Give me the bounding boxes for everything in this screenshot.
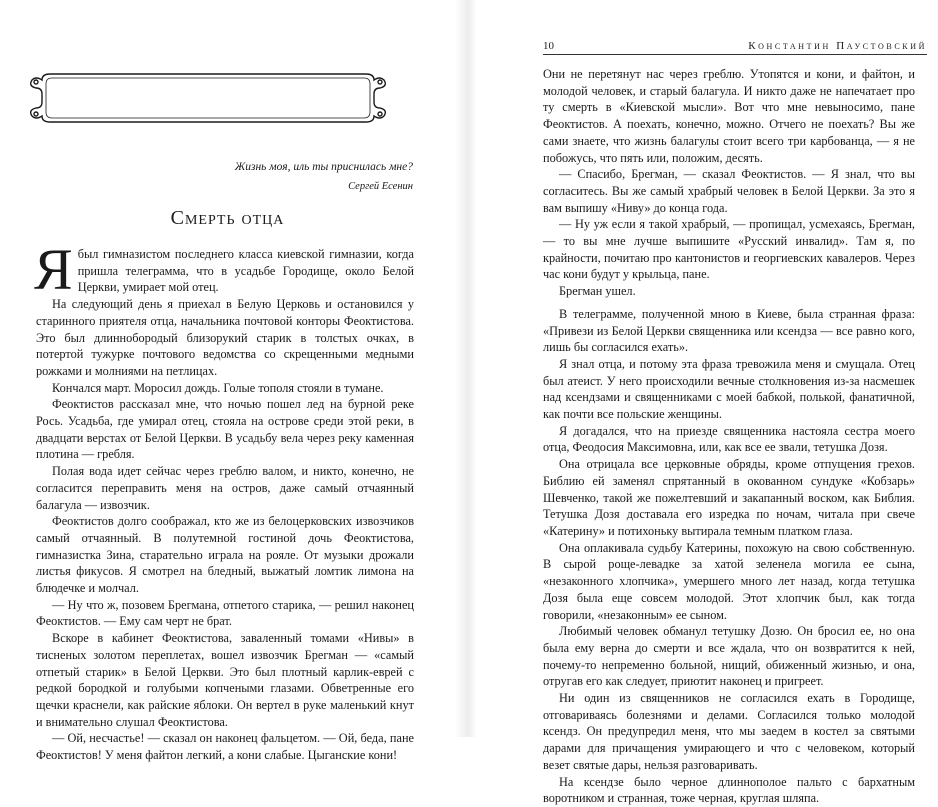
epigraph-author: Сергей Есенин (348, 181, 413, 192)
paragraph: Она отрицала все церковные обряды, кроме отпущения грехов. Библию ей заменял спрятанный в окованном сундуке «Кобзарь» Шевченко, такой же пожелтевший и закапанный воском, как Библия. Тетушка Дозя доставала его изредка по ночам, читала при свече «Катерину» и потихоньку вытирала темным платком глаза. (543, 457, 915, 538)
paragraph: Брегман ушел. (559, 284, 636, 299)
right-body-text (543, 66, 915, 807)
left-body-text (34, 237, 414, 764)
drop-cap: Я (34, 237, 73, 302)
paragraph: Феоктистов рассказал мне, что ночью пошел лед на бурной реке Рось. Усадьба, где умирал отец, стояла на острове среди этой реки, в двадцати верстах от Белой Церкви. В усадьбу вела через реку каменная плотина — гребля. (36, 397, 414, 462)
paragraph: Они не перетянут нас через греблю. Утопятся и кони, и файтон, и молодой человек, и старый балагула. И никто даже не напечатает про ту смерть в «Киевской мысли». Вот что мне невыносимо, пане Феоктистов. А поехать, конечно, можно. Отчего не поехать? Вы же сами знаете, что жизнь балагулы стоит всего три карбованца, — я не побожусь, что пять или, положим, десять. (543, 67, 915, 165)
page-number: 10 (543, 40, 554, 52)
ornamental-frame (28, 70, 388, 126)
paragraph: Я догадался, что на приезде священника настояла сестра моего отца, Феодосия Максимовна, или, как все ее звали, тетушка Дозя. (543, 423, 915, 455)
paragraph: Она оплакивала судьбу Катерины, похожую на свою собственную. В сырой роще-левадке за хатой зеленела могила ее сына, «незаконного хлопчика», умершего много лет назад, когда тетушка Дозя была еще совсем молодой. Этот хлопчик был, как тогда говорили, «незаконным» ее сыном. (543, 540, 915, 622)
paragraph: Ни один из священников не согласился ехать в Городище, отговариваясь болезнями и делами. Согласился только молодой ксендз. Он предупредил меня, что мы заедем в костел за святыми дарами для причащения умирающего и что с человеком, который везет святые дары, нельзя разговаривать. (543, 691, 915, 772)
book-gutter (455, 0, 477, 737)
left-page (0, 0, 455, 763)
paragraph: — Ну что ж, позовем Брегмана, отпетого старика, — решил наконец Феоктистов. — Ему сам черт не брат. (36, 597, 414, 629)
paragraph: На ксендзе было черное длиннополое пальто с бархатным воротником и странная, тоже черная, круглая шляпа. (543, 774, 915, 806)
paragraph: Полая вода идет сейчас через греблю валом, и никто, конечно, не согласится переправить меня на остров, даже самый отчаянный балагула — извозчик. (36, 464, 414, 512)
paragraph: — Ой, несчастье! — сказал он наконец фальцетом. — Ой, беда, пане Феоктистов! У меня файтон легкий, а кони слабые. Цыганские кони! (36, 731, 414, 763)
chapter-title: Смерть отца (170, 207, 285, 229)
running-header (543, 40, 927, 55)
paragraph: Вскоре в кабинет Феоктистова, заваленный томами «Нивы» в тисненых золотом переплетах, вошел извозчик Брегман — «самый отпетый старик» в Белой Церкви. Это был плотный карлик-еврей с редкой бородкой и голубыми копчеными глазами. Обветренные его щечки краснели, как райские яблоки. Он вертел в руке маленький кнут и внимательно слушал Феоктистова. (36, 631, 414, 729)
epigraph (235, 158, 413, 196)
paragraph: Кончался март. Моросил дождь. Голые тополя стояли в тумане. (52, 380, 384, 395)
right-page (477, 0, 938, 806)
paragraph: Я знал отца, и потому эта фраза тревожила меня и смущала. Отец был атеист. У него происходили вечные столкновения из-за насмешек над ксендзами и священниками с моей бабкой, полькой, фанатичной, как почти все польские женщины. (543, 356, 915, 422)
running-head-author: Константин Паустовский (748, 40, 927, 52)
paragraph: — Спасибо, Брегман, — сказал Феоктистов. — Я знал, что вы согласитесь. Вы же самый храбрый человек в Белой Церкви. За это я вам выпишу «Ниву» до конца года. (543, 167, 915, 215)
paragraph: На следующий день я приехал в Белую Церковь и остановился у старинного приятеля отца, начальника почтовой конторы Феоктистова. Это был длиннобородый близорукий старик в толстых очках, в потертой тужурке почтового ведомства со скрещенными медными рожками и молниями на петлицах. (36, 297, 414, 378)
paragraph: — Ну уж если я такой храбрый, — пропищал, усмехаясь, Брегман, — то вы мне лучше выпишите «Русский инвалид». Там я, по крайности, почитаю про кантонистов и георгиевских кавалеров. Через час кони будут у крыльца, пане. (543, 217, 915, 282)
paragraph: В телеграмме, полученной мною в Киеве, была странная фраза: «Привези из Белой Церкви священника или ксендза — все равно кого, лишь бы согласился ехать». (543, 306, 915, 355)
paragraph: Ябыл гимназистом последнего класса киевской гимназии, когда пришла телеграмма, что в усадьбе Городище, около Белой Церкви, умирает мой отец. (34, 237, 414, 302)
epigraph-text: Жизнь моя, иль ты приснилась мне? (234, 161, 413, 173)
paragraph: Феоктистов долго соображал, кто же из белоцерковских извозчиков самый отчаянный. В полутемной гостиной дочь Феоктистова, гимназистка Зина, старательно играла на рояле. От музыки дрожали листья фикусов. Я смотрел на бледный, выжатый ломтик лимона на блюдечке и молчал. (36, 514, 414, 596)
paragraph: Любимый человек обманул тетушку Дозю. Он бросил ее, но она была ему верна до смерти и все ждала, что он возвратится к ней, почему-то непременно больной, нищий, обиженный жизнью, и она, отругав его как следует, приютит наконец и пригреет. (543, 624, 915, 689)
